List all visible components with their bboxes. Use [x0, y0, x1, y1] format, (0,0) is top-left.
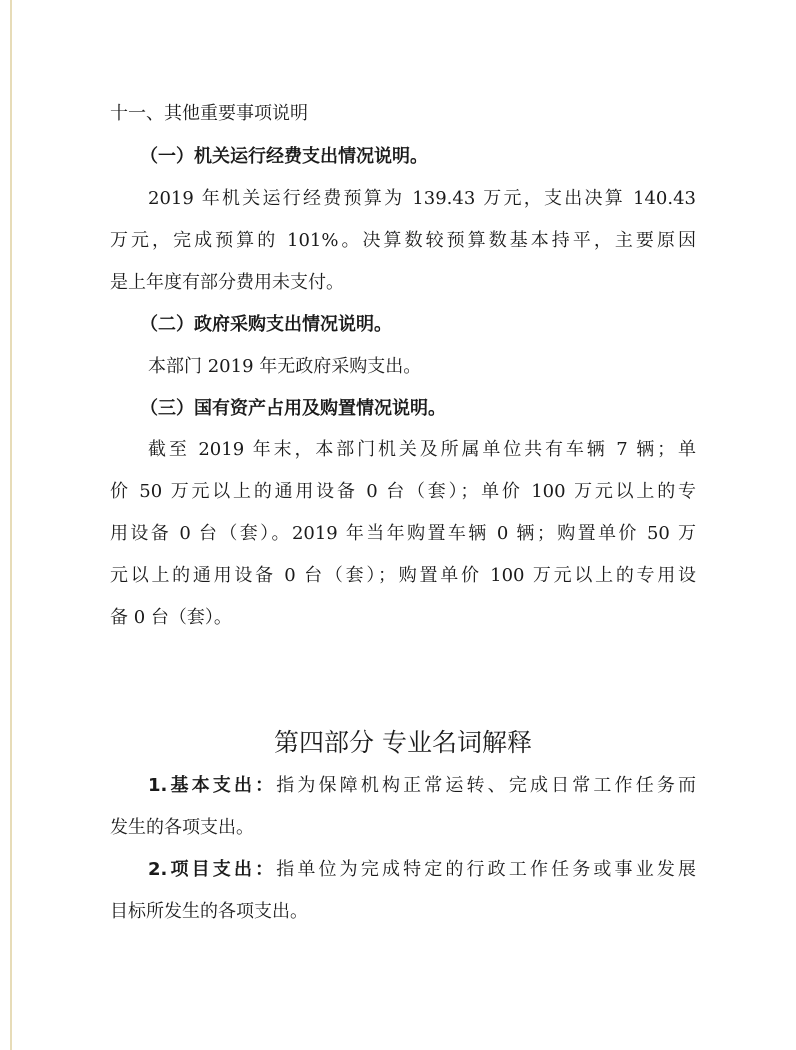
paragraph-line: 备 0 台（套）。 — [110, 607, 232, 628]
paragraph-line: 截至 2019 年末，本部门机关及所属单位共有车辆 7 辆；单 — [148, 439, 696, 460]
section-11-heading: 十一、其他重要事项说明 — [110, 103, 308, 124]
part-4-title: 第四部分 专业名词解释 — [274, 728, 532, 757]
paragraph-line: 元以上的通用设备 0 台（套）；购置单价 100 万元以上的专用设 — [110, 565, 696, 586]
definition-text: 指为保障机构正常运转、完成日常工作任务而 — [276, 775, 696, 796]
subsection-2-heading: （二）政府采购支出情况说明。 — [140, 314, 392, 335]
definition-term: 2.项目支出： — [148, 859, 277, 880]
definition-item — [110, 774, 696, 798]
page-left-border — [10, 0, 12, 1050]
paragraph-line: 价 50 万元以上的通用设备 0 台（套）；单价 100 万元以上的专 — [110, 481, 696, 502]
paragraph-line: 目标所发生的各项支出。 — [110, 901, 308, 922]
paragraph-line: 万元，完成预算的 101%。决算数较预算数基本持平，主要原因 — [110, 230, 696, 251]
paragraph-line: 发生的各项支出。 — [110, 817, 254, 838]
paragraph-line: 本部门 2019 年无政府采购支出。 — [148, 356, 422, 377]
paragraph-line: 是上年度有部分费用未支付。 — [110, 272, 344, 293]
paragraph-line: 用设备 0 台（套）。2019 年当年购置车辆 0 辆；购置单价 50 万 — [110, 523, 696, 544]
subsection-3-heading: （三）国有资产占用及购置情况说明。 — [140, 398, 446, 419]
definition-item — [110, 858, 696, 882]
definition-term: 1.基本支出： — [148, 775, 277, 796]
paragraph-line: 2019 年机关运行经费预算为 139.43 万元，支出决算 140.43 — [148, 188, 696, 209]
definition-text: 指单位为完成特定的行政工作任务或事业发展 — [276, 859, 696, 880]
subsection-1-heading: （一）机关运行经费支出情况说明。 — [140, 146, 428, 167]
